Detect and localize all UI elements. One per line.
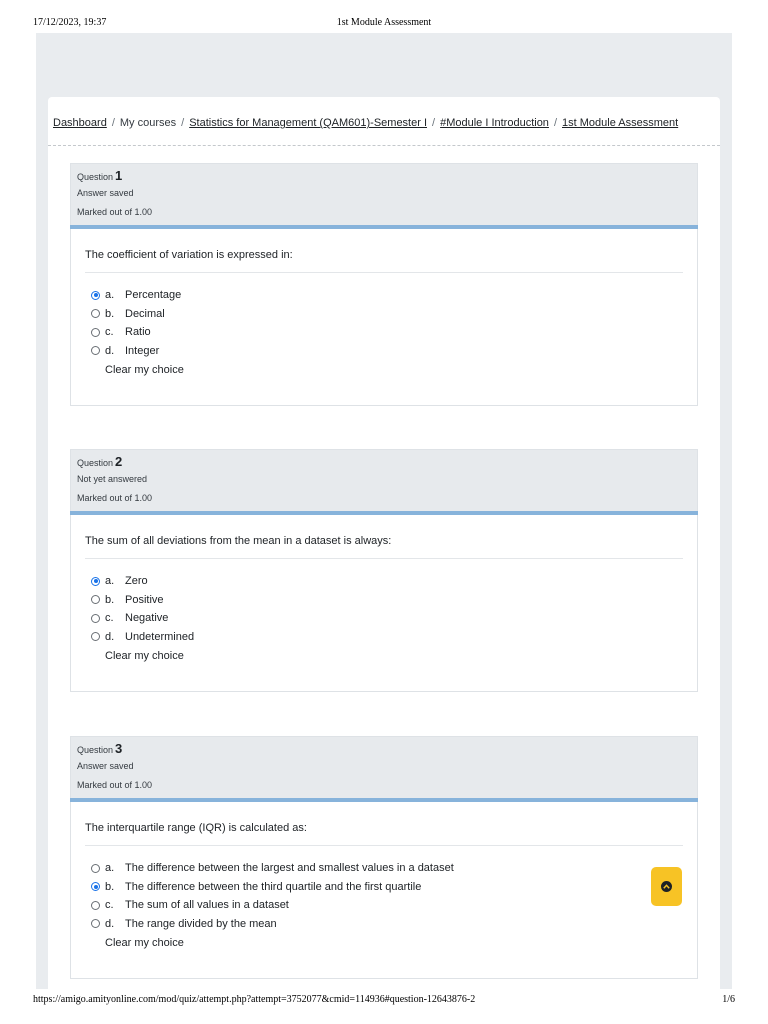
breadcrumb-separator: / (553, 117, 557, 129)
answer-text: Positive (125, 593, 164, 606)
question-1 (70, 163, 698, 406)
answer-letter: c. (105, 326, 114, 339)
answer-text: Zero (125, 575, 148, 588)
answer-list (85, 859, 683, 933)
breadcrumb-my-courses[interactable]: My courses (119, 117, 177, 129)
answer-letter: b. (105, 593, 115, 606)
breadcrumb (53, 117, 720, 129)
question-grade: Marked out of 1.00 (77, 207, 153, 217)
question-content (70, 229, 698, 406)
breadcrumb-quiz[interactable]: 1st Module Assessment (562, 117, 679, 129)
answer-text: Decimal (125, 307, 165, 320)
question-info (70, 449, 698, 511)
question-content (70, 802, 698, 979)
breadcrumb-module[interactable]: #Module I Introduction (440, 117, 549, 129)
question-text: The sum of all deviations from the mean in a dataset is always: (85, 535, 683, 559)
breadcrumb-dashboard[interactable]: Dashboard (53, 117, 107, 129)
answer-letter: b. (105, 880, 115, 893)
answer-option-d[interactable] (85, 628, 683, 647)
answer-letter: c. (105, 612, 114, 625)
answer-letter: a. (105, 289, 115, 302)
answer-text: Ratio (125, 326, 151, 339)
answer-letter: d. (105, 630, 115, 643)
answer-letter: d. (105, 344, 115, 357)
radio-button[interactable] (91, 901, 100, 910)
answer-letter: c. (105, 899, 114, 912)
print-footer (33, 994, 735, 1008)
print-title: 1st Module Assessment (336, 17, 432, 28)
clear-choice-link[interactable]: Clear my choice (105, 650, 184, 662)
radio-button[interactable] (91, 328, 100, 337)
question-info (70, 163, 698, 225)
print-page-number: 1/6 (722, 994, 735, 1005)
question-number (77, 455, 691, 470)
answer-option-d[interactable] (85, 342, 683, 361)
answer-text: Percentage (125, 289, 182, 302)
chevron-up-icon (661, 881, 672, 892)
radio-button[interactable] (91, 346, 100, 355)
answer-option-c[interactable] (85, 896, 683, 915)
question-text: The coefficient of variation is expressed in: (85, 249, 683, 273)
breadcrumb-divider (48, 145, 720, 146)
answer-option-d[interactable] (85, 915, 683, 934)
breadcrumb-course[interactable]: Statistics for Management (QAM601)-Semester I (189, 117, 428, 129)
answer-text: The difference between the third quartile and the first quartile (125, 880, 422, 893)
answer-option-a[interactable] (85, 286, 683, 305)
question-2 (70, 449, 698, 692)
print-header (33, 14, 735, 30)
question-grade: Marked out of 1.00 (77, 780, 153, 790)
answer-list (85, 286, 683, 360)
answer-letter: b. (105, 307, 115, 320)
question-state: Answer saved (77, 188, 134, 198)
answer-text: The sum of all values in a dataset (125, 899, 289, 912)
page-background (36, 33, 732, 989)
question-state: Answer saved (77, 761, 134, 771)
radio-button[interactable] (91, 595, 100, 604)
radio-button[interactable] (91, 577, 100, 586)
question-label: Question (77, 458, 114, 468)
answer-letter: d. (105, 917, 115, 930)
question-info (70, 736, 698, 798)
breadcrumb-separator: / (111, 117, 115, 129)
question-3 (70, 736, 698, 979)
answer-text: Undetermined (125, 630, 195, 643)
clear-choice-link[interactable]: Clear my choice (105, 364, 184, 376)
scroll-to-top-button[interactable] (651, 867, 682, 906)
breadcrumb-separator: / (432, 117, 436, 129)
answer-option-a[interactable] (85, 572, 683, 591)
answer-text: The difference between the largest and smallest values in a dataset (125, 862, 454, 875)
question-label: Question (77, 172, 114, 182)
answer-option-b[interactable] (85, 878, 683, 897)
breadcrumb-separator: / (181, 117, 185, 129)
answer-list (85, 572, 683, 646)
answer-option-c[interactable] (85, 609, 683, 628)
answer-text: Negative (125, 612, 169, 625)
answer-text: Integer (125, 344, 160, 357)
radio-button[interactable] (91, 614, 100, 623)
question-content (70, 515, 698, 692)
question-number-value: 2 (115, 454, 123, 469)
question-text: The interquartile range (IQR) is calculated as: (85, 822, 683, 846)
question-label: Question (77, 745, 114, 755)
answer-letter: a. (105, 575, 115, 588)
question-state: Not yet answered (77, 474, 148, 484)
print-datetime: 17/12/2023, 19:37 (33, 17, 107, 28)
answer-option-c[interactable] (85, 323, 683, 342)
radio-button[interactable] (91, 309, 100, 318)
radio-button[interactable] (91, 632, 100, 641)
answer-text: The range divided by the mean (125, 917, 277, 930)
answer-option-a[interactable] (85, 859, 683, 878)
question-number (77, 169, 691, 184)
question-number-value: 3 (115, 741, 123, 756)
print-url: https://amigo.amityonline.com/mod/quiz/attempt.php?attempt=3752077&cmid=114936#question-12643876-2 (33, 994, 476, 1005)
radio-button[interactable] (91, 864, 100, 873)
question-grade: Marked out of 1.00 (77, 493, 153, 503)
answer-letter: a. (105, 862, 115, 875)
radio-button[interactable] (91, 919, 100, 928)
question-number-value: 1 (115, 168, 123, 183)
answer-option-b[interactable] (85, 305, 683, 324)
clear-choice-link[interactable]: Clear my choice (105, 937, 184, 949)
radio-button[interactable] (91, 882, 100, 891)
radio-button[interactable] (91, 291, 100, 300)
page-card (48, 97, 720, 989)
answer-option-b[interactable] (85, 591, 683, 610)
question-number (77, 742, 691, 757)
